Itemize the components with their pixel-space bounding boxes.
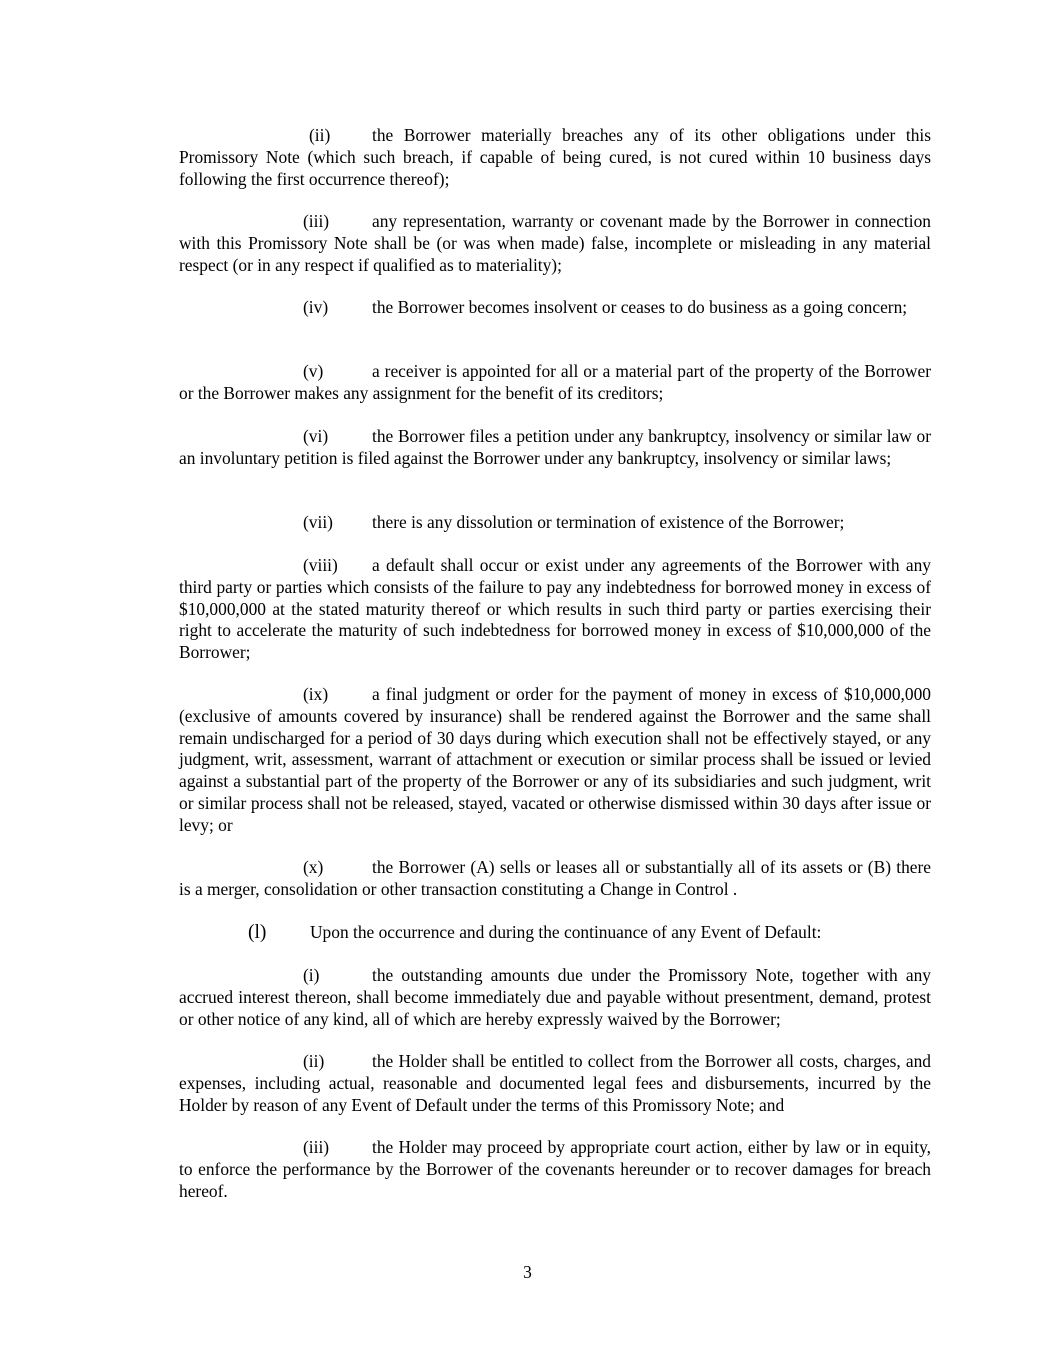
clause-number: (v) — [303, 361, 324, 381]
clause-number: (i) — [303, 965, 320, 985]
clause-iii — [179, 211, 931, 276]
remedy-i — [179, 965, 931, 1030]
clause-number: (ii) — [309, 125, 331, 145]
clause-vii — [179, 512, 931, 534]
clause-text: the Borrower becomes insolvent or ceases to do business as a going concern; — [372, 297, 908, 317]
section-number: (l) — [248, 922, 267, 943]
clause-number: (iii) — [303, 211, 330, 231]
page-number: 3 — [523, 1262, 532, 1282]
clause-viii — [179, 555, 931, 664]
clause-number: (viii) — [303, 555, 338, 575]
clause-text: the outstanding amounts due under the Promissory Note, together with any accrued interest thereon, shall become immediately due and payable without presentment, demand, protest or other notice of any kind, all of which are hereby expressly waived by the Borrower; — [179, 965, 931, 1029]
clause-number: (ii) — [303, 1051, 325, 1071]
clause-text: a final judgment or order for the payment of money in excess of $10,000,000 (exclusive of amounts covered by insurance) shall be rendered against the Borrower and the same shall remain undischarged for a period of 30 days during which execution shall not be effectively stayed, or any judgment, writ, assessment, warrant of attachment or execution or similar process shall be issued or levied against a substantial part of the property of the Borrower or any of its subsidiaries and such judgment, writ or similar process shall not be released, stayed, vacated or otherwise dismissed within 30 days after issue or levy; or — [179, 684, 931, 835]
clause-text: there is any dissolution or termination of existence of the Borrower; — [372, 512, 845, 532]
clause-text: the Holder may proceed by appropriate court action, either by law or in equity, to enforce the performance by the Borrower of the covenants hereunder or to recover damages for breach hereof. — [179, 1137, 931, 1201]
clause-text: the Borrower files a petition under any bankruptcy, insolvency or similar law or an involuntary petition is filed against the Borrower under any bankruptcy, insolvency or similar laws; — [179, 426, 931, 468]
clause-number: (vi) — [303, 426, 329, 446]
clause-number: (x) — [303, 857, 324, 877]
clause-number: (vii) — [303, 512, 333, 532]
clause-iv — [179, 297, 931, 319]
clause-number: (iv) — [303, 297, 329, 317]
clause-vi — [179, 426, 931, 470]
clause-text: the Borrower materially breaches any of its other obligations under this Promissory Note (which such breach, if capable of being cured, is not cured within 10 business days following the first occurrence thereof); — [179, 125, 931, 189]
clause-ii — [179, 125, 931, 190]
clause-text: the Holder shall be entitled to collect from the Borrower all costs, charges, and expenses, including actual, reasonable and documented legal fees and disbursements, incurred by the Holder by reason of any Event of Default under the terms of this Promissory Note; and — [179, 1051, 931, 1115]
section-text: Upon the occurrence and during the continuance of any Event of Default: — [310, 922, 822, 942]
remedy-iii — [179, 1137, 931, 1202]
clause-text: a receiver is appointed for all or a material part of the property of the Borrower or the Borrower makes any assignment for the benefit of its creditors; — [179, 361, 931, 403]
section-l-heading — [248, 922, 821, 944]
clause-ix — [179, 684, 931, 837]
clause-text: the Borrower (A) sells or leases all or substantially all of its assets or (B) there is a merger, consolidation or other transaction constituting a Change in Control . — [179, 857, 931, 899]
clause-v — [179, 361, 931, 405]
remedy-ii — [179, 1051, 931, 1116]
clause-x — [179, 857, 931, 901]
clause-text: a default shall occur or exist under any agreements of the Borrower with any third party or parties which consists of the failure to pay any indebtedness for borrowed money in excess of $10,000,000 at the stated maturity thereof or which results in such third party or parties exercising their right to accelerate the maturity of such indebtedness for borrowed money in excess of $10,000,000 of the Borrower; — [179, 555, 931, 663]
clause-number: (ix) — [303, 684, 329, 704]
clause-text: any representation, warranty or covenant made by the Borrower in connection with this Promissory Note shall be (or was when made) false, incomplete or misleading in any material respect (or in any respect if qualified as to materiality); — [179, 211, 931, 275]
clause-number: (iii) — [303, 1137, 330, 1157]
